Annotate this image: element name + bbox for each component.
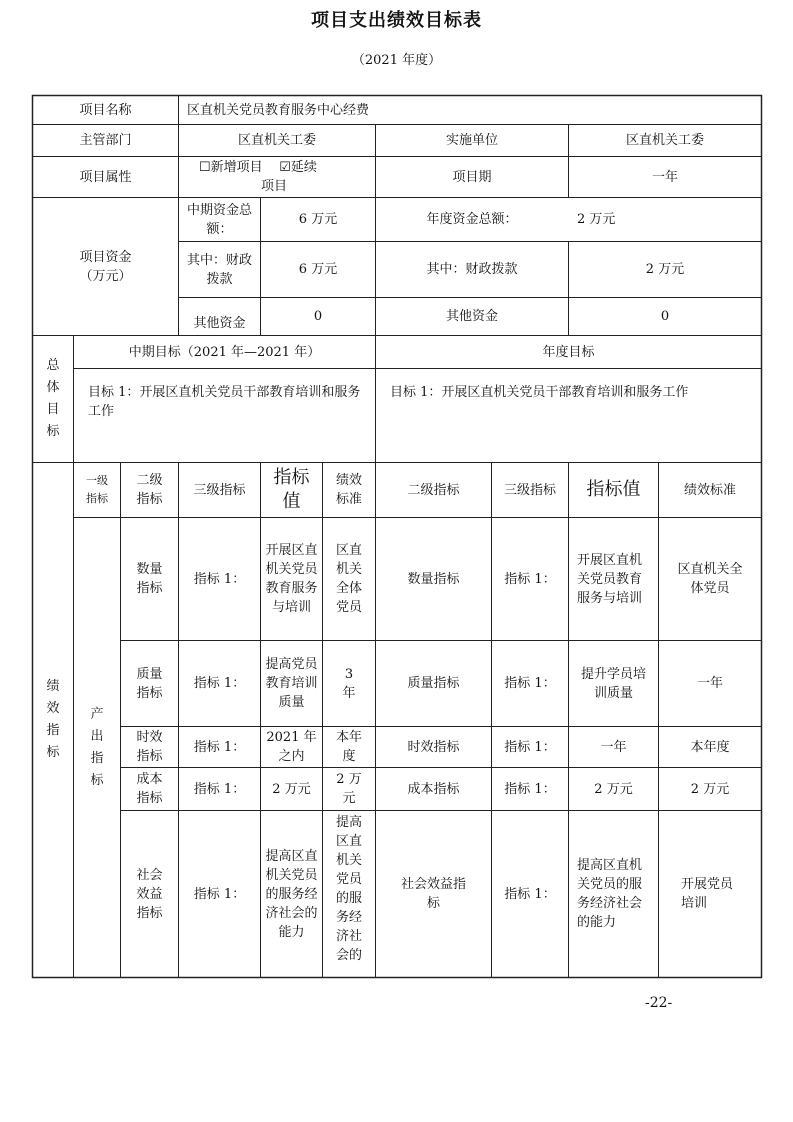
impl-label: 实施单位 — [445, 133, 498, 148]
mid-goal-header: 中期目标（2021 年—2021 年） — [128, 344, 321, 360]
dept-label: 主管部门 — [79, 133, 132, 148]
row2-value: 提高区直机关党员的服务经济社会的能力 — [577, 858, 643, 930]
other-mid-label: 其他资金 — [193, 316, 246, 331]
row2-level2: 质量指标 — [407, 676, 460, 691]
row-value: 2 万元 — [272, 781, 311, 797]
row-standard: 区直机关全体党员 — [335, 543, 362, 615]
row-level2: 时效指标 — [136, 730, 163, 764]
row2-level3: 指标 1： — [504, 571, 556, 587]
impl-value: 区直机关工委 — [625, 133, 704, 148]
row-level2: 成本指标 — [136, 772, 163, 806]
header-level1: 一级指标 — [86, 474, 108, 505]
row-level3: 指标 1： — [193, 676, 246, 691]
row2-level2: 成本指标 — [407, 781, 460, 797]
row-value: 提高党员教育培训质量 — [265, 657, 318, 710]
attr-value — [179, 157, 375, 197]
mid-total-label: 中期资金总额： — [186, 202, 252, 237]
row2-level3: 指标 1： — [504, 739, 556, 755]
row2-level3: 指标 1： — [504, 781, 556, 797]
row2-level2: 时效指标 — [407, 739, 460, 755]
year-goal: 目标 1：开展区直机关党员干部教育培训和服务工作 — [390, 385, 689, 400]
other-mid: 0 — [313, 309, 323, 324]
period-value: 一年 — [651, 169, 678, 185]
project-name: 区直机关党员教育服务中心经费 — [187, 102, 370, 118]
row-level3: 指标 1： — [193, 781, 246, 797]
fiscal-mid: 6 万元 — [298, 262, 338, 277]
fiscal-year-label: 其中：财政拨款 — [426, 262, 518, 277]
fiscal-mid-label: 其中：财政拨款 — [186, 252, 252, 287]
attr-cont-line2: 项目 — [261, 179, 288, 194]
row2-level2: 社会效益指标 — [400, 877, 466, 911]
row-level2: 数量指标 — [136, 562, 163, 596]
row-value: 提高区直机关党员的服务经济社会的能力 — [265, 848, 318, 940]
period-label: 项目期 — [452, 169, 492, 185]
row2-level2: 数量指标 — [407, 571, 460, 587]
year-total-label: 年度资金总额： — [426, 212, 518, 227]
mid-total: 6 万元 — [298, 212, 338, 227]
row-level3: 指标 1： — [193, 886, 246, 902]
row2-value: 提升学员培训质量 — [580, 666, 646, 701]
row2-value: 开展区直机关党员教育服务与培训 — [577, 552, 643, 606]
header2-level2: 二级指标 — [407, 482, 460, 498]
row2-level3: 指标 1： — [504, 676, 556, 691]
project-name-label: 项目名称 — [79, 102, 132, 118]
row2-value: 2 万元 — [594, 781, 633, 797]
indicators-label: 绩效指标 — [46, 679, 60, 760]
row2-standard: 一年 — [696, 676, 723, 691]
header-level3: 三级指标 — [193, 482, 246, 498]
dept-value: 区直机关工委 — [237, 133, 316, 148]
row-level3: 指标 1： — [193, 739, 246, 755]
goals-label: 总体目标 — [46, 358, 60, 439]
continued-project-checkbox: ☑延续 — [279, 160, 317, 175]
page-number: -22- — [645, 995, 673, 1011]
row-standard: 提高区直机关党员的服务经济社会的 — [335, 815, 362, 963]
row2-value: 一年 — [600, 739, 627, 755]
row-standard: 2 万元 — [336, 772, 362, 806]
funds-label: 项目资金 （万元） — [79, 249, 132, 284]
row-value: 2021 年之内 — [266, 730, 317, 764]
fiscal-year: 2 万元 — [645, 262, 685, 277]
row2-level3: 指标 1： — [504, 886, 556, 902]
header-value: 指标值 — [273, 467, 310, 512]
row2-standard: 区直机关全体党员 — [677, 562, 743, 596]
header-level2: 二级指标 — [136, 473, 163, 507]
mid-goal: 目标 1：开展区直机关党员干部教育培训和服务工作 — [88, 385, 361, 419]
year-total: 2 万元 — [577, 212, 616, 227]
row2-standard: 本年度 — [690, 739, 730, 755]
row-level3: 指标 1： — [193, 571, 246, 587]
attr-label: 项目属性 — [79, 169, 132, 185]
row-standard: 本年度 — [335, 730, 362, 764]
new-project-checkbox: ☐新增项目 — [199, 160, 263, 175]
row-value: 开展区直机关党员教育服务与培训 — [265, 543, 318, 615]
other-year-label: 其他资金 — [445, 309, 498, 324]
row2-standard: 开展党员培训 — [681, 877, 734, 911]
other-year: 0 — [660, 309, 670, 324]
header2-value: 指标值 — [586, 479, 641, 500]
row-level2: 质量指标 — [136, 666, 163, 701]
header2-level3: 三级指标 — [503, 482, 556, 498]
header2-standard: 绩效标准 — [683, 482, 736, 498]
page-title: 项目支出绩效目标表 — [311, 10, 482, 31]
row-standard: 3 年 — [342, 666, 356, 701]
row-level2: 社会效益指标 — [136, 867, 163, 921]
year-goal-header: 年度目标 — [542, 344, 595, 360]
header-standard: 绩效标准 — [335, 473, 362, 507]
output-indicators-label: 产出指标 — [90, 706, 104, 788]
row2-standard: 2 万元 — [690, 781, 730, 797]
report-year: （2021 年度） — [351, 53, 442, 68]
